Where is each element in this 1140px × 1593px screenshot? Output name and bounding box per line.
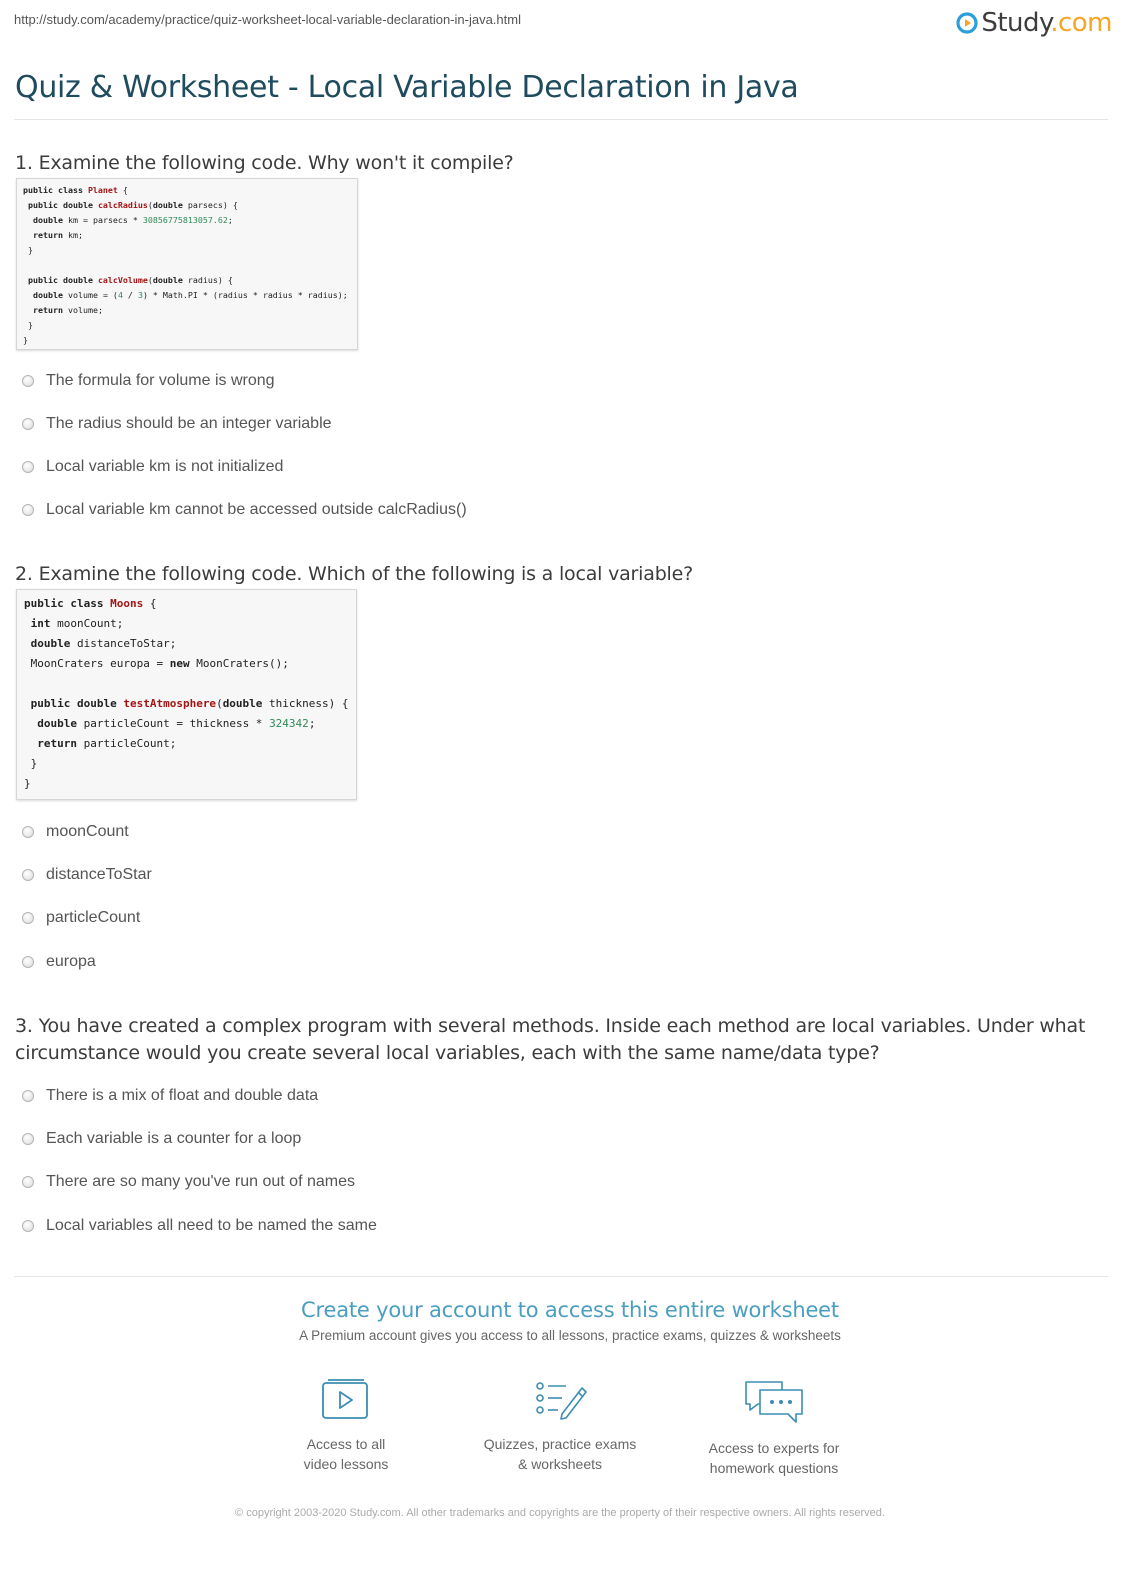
chat-bubbles-icon: [742, 1378, 806, 1426]
option-label: moonCount: [46, 823, 129, 840]
feature-label: Quizzes, practice exams & worksheets: [483, 1436, 637, 1472]
code-line: }: [24, 777, 31, 790]
page-title: Quiz & Worksheet - Local Variable Declaration in Java: [15, 70, 799, 105]
feature-label: Access to all video lessons: [303, 1436, 389, 1472]
code-line: double volume = (4 / 3) * Math.PI * (radius * radius * radius);: [33, 290, 348, 300]
play-circle-icon: [956, 12, 978, 34]
answer-option[interactable]: [22, 1173, 355, 1191]
code-line: double km = parsecs * 30856775813057.62;: [33, 215, 233, 225]
copyright-notice: © copyright 2003-2020 Study.com. All other trademarks and copyrights are the property of their respective owners. All rights reserved.: [235, 1507, 885, 1519]
feature-video-lessons: [246, 1378, 446, 1474]
answer-option[interactable]: [22, 501, 467, 519]
code-line: public class Moons {: [24, 597, 157, 610]
top-bar: [14, 8, 1124, 42]
code-line: }: [24, 757, 38, 770]
code-line: public double calcVolume(double radius) {: [28, 275, 233, 285]
option-label: Each variable is a counter for a loop: [46, 1130, 302, 1147]
code-line: [23, 258, 351, 273]
feature-experts: [674, 1378, 874, 1478]
radio-button[interactable]: [22, 912, 34, 924]
option-label: There are so many you've run out of names: [46, 1173, 355, 1190]
answer-option[interactable]: [22, 372, 275, 390]
option-label: particleCount: [46, 909, 141, 926]
radio-button[interactable]: [22, 375, 34, 387]
radio-button[interactable]: [22, 1133, 34, 1145]
radio-button[interactable]: [22, 956, 34, 968]
radio-button[interactable]: [22, 418, 34, 430]
code-block-2: [16, 589, 357, 800]
promo-subtitle: A Premium account gives you access to all lessons, practice exams, quizzes & worksheets: [299, 1328, 841, 1343]
answer-option[interactable]: [22, 1130, 301, 1148]
answer-option[interactable]: [22, 458, 283, 476]
radio-button[interactable]: [22, 1090, 34, 1102]
feature-label: Access to experts for homework questions: [708, 1440, 840, 1476]
divider: [14, 119, 1108, 120]
question-1: 1. Examine the following code. Why won't it compile?: [15, 152, 514, 174]
answer-option[interactable]: [22, 415, 332, 433]
option-label: Local variable km is not initialized: [46, 458, 284, 475]
option-label: europa: [46, 953, 96, 970]
option-label: Local variables all need to be named the same: [46, 1217, 377, 1234]
code-line: double particleCount = thickness * 324342;: [37, 717, 316, 730]
radio-button[interactable]: [22, 826, 34, 838]
question-2: 2. Examine the following code. Which of the following is a local variable?: [15, 563, 694, 585]
radio-button[interactable]: [22, 461, 34, 473]
divider: [14, 1276, 1108, 1277]
code-line: }: [23, 245, 33, 255]
video-play-icon: [320, 1378, 372, 1422]
page-url[interactable]: http://study.com/academy/practice/quiz-worksheet-local-variable-declaration-in-java.html: [14, 12, 521, 27]
answer-option[interactable]: [22, 866, 152, 884]
study-logo[interactable]: [956, 8, 1112, 38]
code-line: [24, 674, 349, 694]
code-block-1: [16, 178, 358, 350]
option-label: There is a mix of float and double data: [46, 1087, 319, 1104]
answer-option[interactable]: [22, 1087, 318, 1105]
answer-option[interactable]: [22, 823, 129, 841]
code-line: public double calcRadius(double parsecs) {: [28, 200, 238, 210]
answer-option[interactable]: [22, 953, 96, 971]
logo-wordmark: Study.com: [981, 8, 1112, 38]
feature-quizzes: [460, 1378, 660, 1474]
code-line: return particleCount;: [37, 737, 177, 750]
code-line: public double testAtmosphere(double thickness) {: [30, 697, 349, 710]
option-label: The radius should be an integer variable: [46, 415, 332, 432]
code-line: int moonCount;: [30, 617, 124, 630]
answer-option[interactable]: [22, 1217, 377, 1235]
code-line: return km;: [33, 230, 83, 240]
code-line: return volume;: [33, 305, 103, 315]
code-line: MoonCraters europa = new MoonCraters();: [24, 657, 289, 670]
code-line: }: [23, 335, 28, 345]
create-account-link[interactable]: Create your account to access this entire worksheet: [301, 1298, 839, 1322]
radio-button[interactable]: [22, 504, 34, 516]
option-label: Local variable km cannot be accessed outside calcRadius(): [46, 501, 467, 518]
answer-option[interactable]: [22, 909, 140, 927]
radio-button[interactable]: [22, 869, 34, 881]
radio-button[interactable]: [22, 1176, 34, 1188]
question-3: 3. You have created a complex program with several methods. Inside each method are local variables. Under what circumstance would you create several local variables, each with the same name/data type?: [15, 1015, 1086, 1064]
option-label: The formula for volume is wrong: [46, 372, 275, 389]
code-line: }: [23, 320, 33, 330]
option-label: distanceToStar: [46, 866, 152, 883]
radio-button[interactable]: [22, 1220, 34, 1232]
code-line: public class Planet {: [23, 185, 128, 195]
checklist-pencil-icon: [532, 1378, 588, 1422]
code-line: double distanceToStar;: [30, 637, 177, 650]
